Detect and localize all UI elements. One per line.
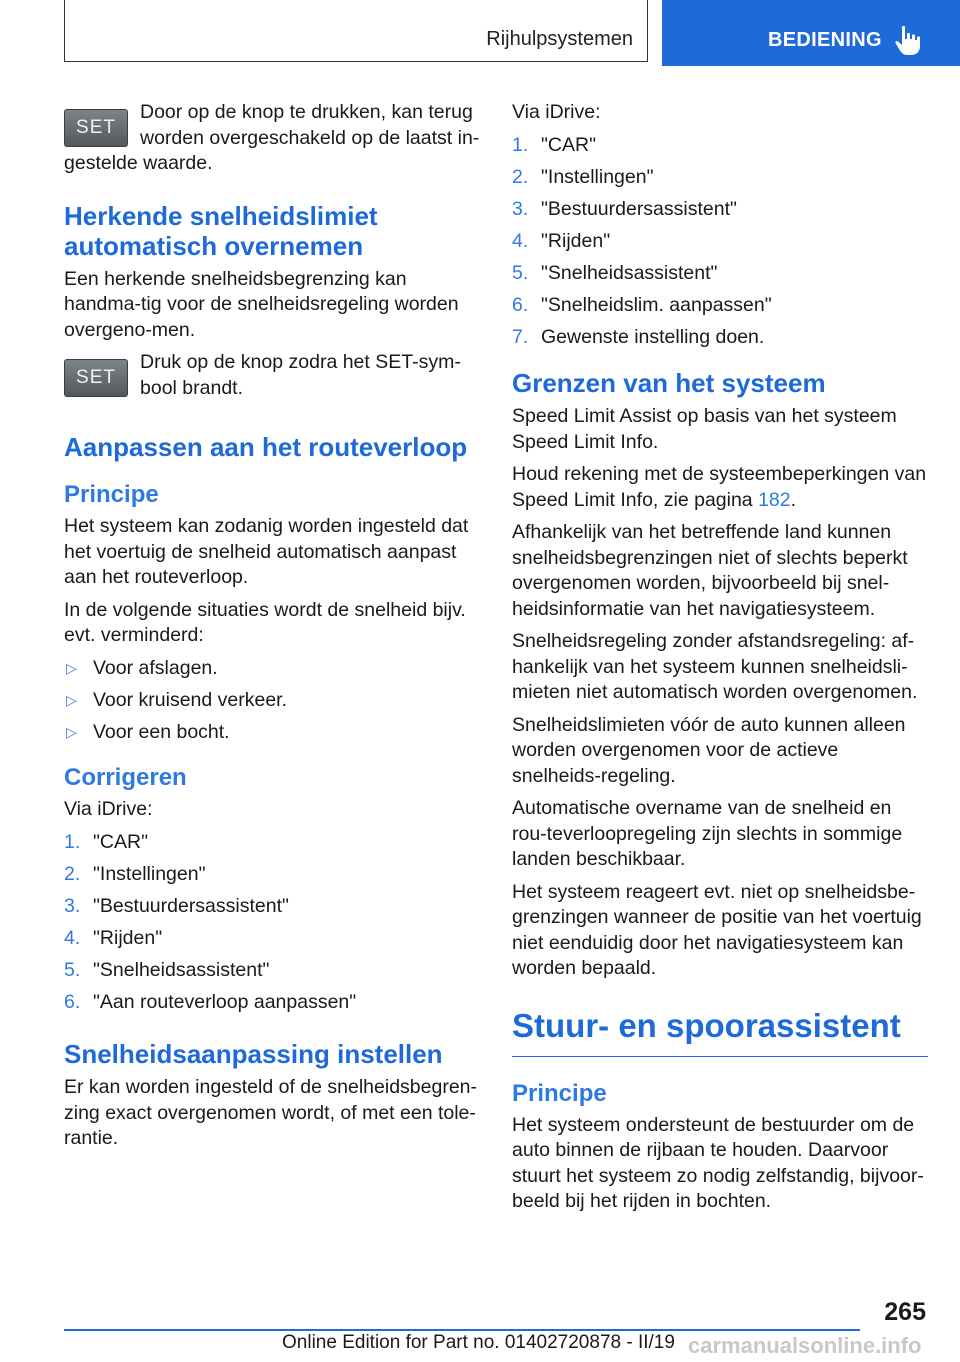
set-button-icon: SET — [64, 359, 128, 397]
triangle-bullet-icon: ▷ — [66, 659, 77, 676]
list-item: 4. "Rijden" — [64, 926, 163, 949]
left-column — [64, 100, 480, 1159]
right-column — [512, 100, 928, 1222]
set-instruction-1-text: Door op de knop te drukken, kan terug worden overgeschakeld op de laatst in-gestelde waarde. — [64, 101, 480, 174]
edition-text: Online Edition for Part no. 01402720878 - II/19 — [282, 1332, 675, 1353]
adopt-limit-text: Een herkende snelheidsbegrenzing kan handma-tig voor de snelheidsregeling worden overgeno-men. — [64, 267, 459, 341]
section-tab — [64, 0, 648, 62]
chapter-title: BEDIENING — [768, 29, 882, 51]
list-item: 1. "CAR" — [64, 830, 149, 853]
adjust-limit-steps — [512, 133, 928, 351]
corrigeren-steps — [64, 830, 480, 1016]
limits-text-4: Snelheidsregeling zonder afstandsregeling: af-hankelijk van het systeem kunnen snelheidsli-mieten niet automatisch worden overgenomen. — [512, 630, 918, 703]
heading-route: Aanpassen aan het routeverloop — [64, 432, 468, 462]
limits-text-6: Automatische overname van de snelheid en rou-teverloopregeling zijn slechts in sommige landen beschikbaar. — [512, 797, 903, 870]
list-item: ▷ Voor een bocht. — [64, 720, 480, 746]
heading-principe: Principe — [512, 1079, 607, 1107]
list-item: 2. "Instellingen" — [64, 862, 206, 885]
list-item: 1. "CAR" — [512, 133, 597, 156]
page-header — [0, 0, 960, 68]
list-item: 3. "Bestuurdersassistent" — [512, 197, 737, 220]
list-item: 3. "Bestuurdersassistent" — [64, 894, 289, 917]
situations-text: In de volgende situaties wordt de snelheid bijv. evt. verminderd: — [64, 598, 466, 646]
triangle-bullet-icon: ▷ — [66, 723, 77, 740]
list-item: 7. Gewenste instelling doen. — [512, 325, 765, 348]
list-item: 4. "Rijden" — [512, 229, 611, 252]
limits-text-1: Speed Limit Assist op basis van het systeem Speed Limit Info. — [512, 405, 897, 453]
limits-text-2: Houd rekening met de systeembeperkingen van Speed Limit Info, zie pagina 182. — [512, 463, 927, 511]
list-item: ▷ Voor afslagen. — [64, 656, 480, 682]
set-instruction-2-text: Druk op de knop zodra het SET-sym-bool brandt. — [140, 351, 461, 399]
set-instruction-1 — [64, 100, 480, 177]
section-title: Rijhulpsystemen — [486, 28, 633, 50]
list-item: 6. "Aan routeverloop aanpassen" — [64, 990, 357, 1013]
heading-speed-adjustment: Snelheidsaanpassing instellen — [64, 1039, 443, 1069]
set-button-icon: SET — [64, 109, 128, 147]
speed-adjustment-text: Er kan worden ingesteld of de snelheidsbegren-zing exact overgenomen wordt, of met een tole-rantie. — [64, 1076, 478, 1149]
idrive-intro: Via iDrive: — [64, 798, 153, 820]
list-item: 5. "Snelheidsassistent" — [64, 958, 270, 981]
limits-text-3: Afhankelijk van het betreffende land kunnen snelheidsbegrenzingen niet of slechts beperkt overgenomen worden, bijvoorbeeld bij snel-heidsinformatie van het navigatiesysteem. — [512, 521, 908, 620]
watermark: carmanualsonline.info — [688, 1333, 922, 1358]
idrive-intro: Via iDrive: — [512, 101, 601, 123]
page-number: 265 — [884, 1298, 926, 1326]
heading-corrigeren: Corrigeren — [64, 764, 187, 791]
heading-system-limits: Grenzen van het systeem — [512, 368, 826, 398]
footer-divider — [64, 1329, 860, 1331]
heading-adopt-limit: Herkende snelheidslimiet automatisch overnemen — [64, 200, 378, 261]
limits-text-7: Het systeem reageert evt. niet op snelheidsbe-grenzingen wanneer de positie van het voertuig niet eenduidig door het navigatiesysteem kan worden bepaald. — [512, 880, 922, 979]
triangle-bullet-icon: ▷ — [66, 691, 77, 708]
heading-steering-assistant: Stuur- en spoorassistent — [512, 1006, 928, 1057]
list-item: ▷ Voor kruisend verkeer. — [64, 688, 480, 714]
heading-principe: Principe — [64, 481, 159, 508]
situations-list — [64, 656, 480, 746]
steering-principe-text: Het systeem ondersteunt de bestuurder om de auto binnen de rijbaan te houden. Daarvoor stuurt het systeem zo nodig zelfstandig, bijvoor-beeld bij het rijden in bochten. — [512, 1113, 924, 1212]
set-instruction-2 — [64, 350, 480, 408]
list-item: 6. "Snelheidslim. aanpassen" — [512, 293, 772, 316]
list-item: 2. "Instellingen" — [512, 165, 654, 188]
principe-text: Het systeem kan zodanig worden ingesteld dat het voertuig de snelheid automatisch aanpast aan het routeverloop. — [64, 515, 469, 588]
hand-pointer-icon — [894, 24, 922, 56]
list-item: 5. "Snelheidsassistent" — [512, 261, 718, 284]
limits-text-5: Snelheidslimieten vóór de auto kunnen alleen worden overgenomen voor de actieve snelheids-regeling. — [512, 713, 906, 787]
page-reference-link[interactable]: 182 — [758, 488, 791, 511]
